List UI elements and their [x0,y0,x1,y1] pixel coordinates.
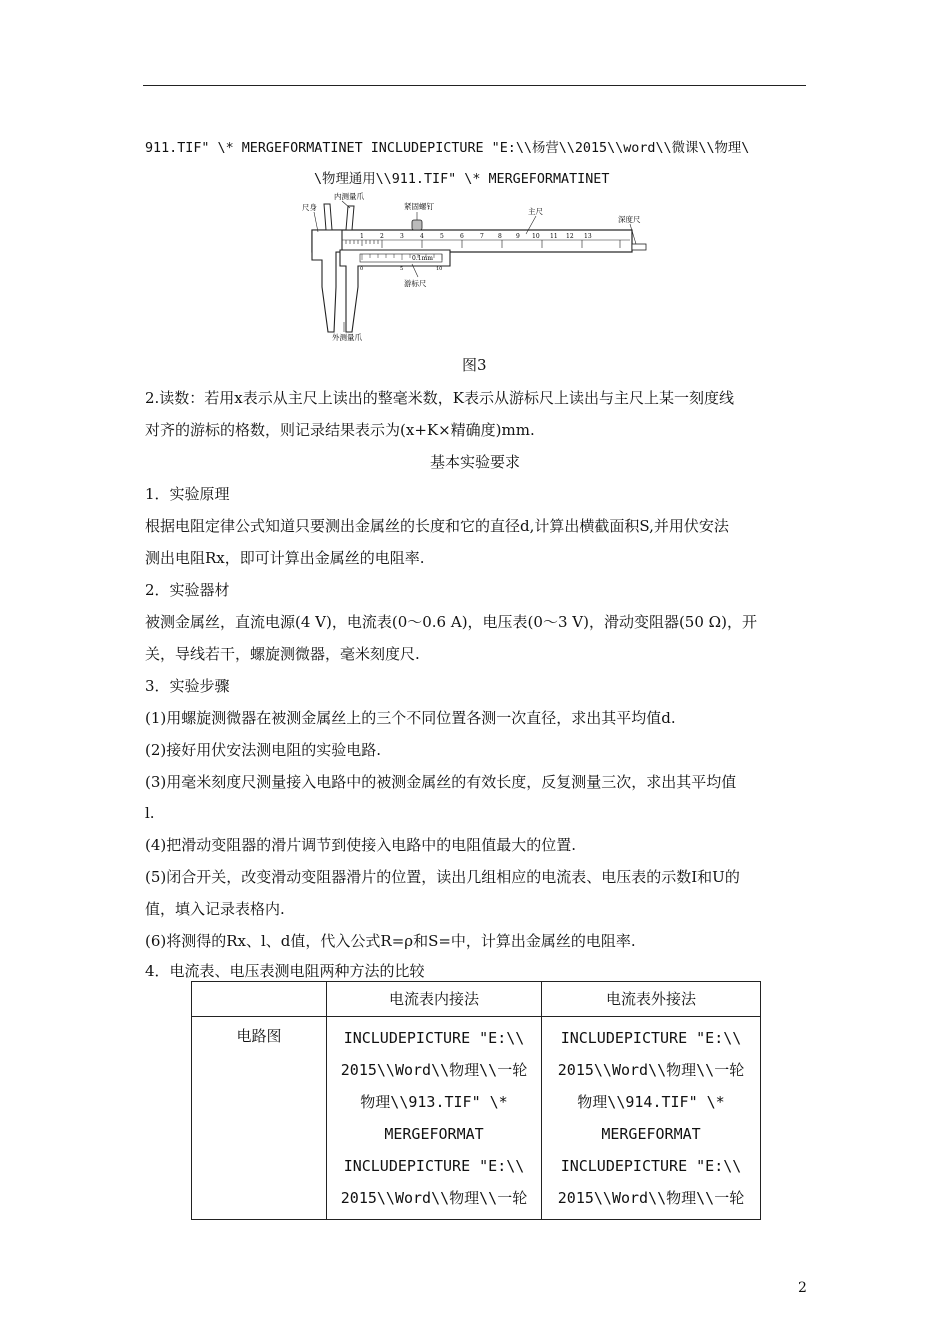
equipment-line-1: 被测金属丝，直流电源(4 V)，电流表(0～0.6 A)，电压表(0～3 V)，滑动变阻器(50 Ω)，开 [145,613,757,631]
step-1: (1)用螺旋测微器在被测金属丝上的三个不同位置各测一次直径，求出其平均值d. [145,709,676,727]
table-row [192,1017,761,1220]
inner-line: 物理\\913.TIF" \* [360,1093,508,1111]
outer-line: 物理\\914.TIF" \* [577,1093,725,1111]
main-scale-number: 13 [584,233,592,240]
inner-line: 2015\\Word\\物理\\一轮 [340,1189,528,1207]
principle-line-2: 测出电阻Rx，即可计算出金属丝的电阻率. [145,549,425,567]
label-locking-screw: 紧固螺钉 [404,202,434,211]
vernier-number: 5 [400,266,404,272]
vernier-caliper-figure [300,192,650,342]
vernier-number: 0 [360,266,364,272]
vernier-number: 10 [436,266,443,272]
reading-line-1: 2.读数：若用x表示从主尺上读出的整毫米数，K表示从游标尺上读出与主尺上某一刻度线 [145,389,734,407]
depth-bar [632,244,646,250]
main-scale-number: 6 [460,233,464,240]
main-scale-number: 9 [516,233,520,240]
main-scale-number: 7 [480,233,484,240]
comparison-table [191,981,761,1220]
inner-line: 2015\\Word\\物理\\一轮 [340,1061,528,1079]
inner-circuit-cell [327,1017,542,1220]
label-inner-jaw: 内测量爪 [334,192,364,201]
step-2: (2)接好用伏安法测电阻的实验电路. [145,741,382,759]
outer-circuit-cell [542,1017,761,1220]
step-3-line-2: l. [145,804,155,822]
equipment-line-2: 关，导线若干，螺旋测微器，毫米刻度尺. [145,645,420,663]
outer-line: 2015\\Word\\物理\\一轮 [557,1061,745,1079]
table-header-row [192,982,761,1017]
label-vernier: 游标尺 [404,279,427,288]
comparison-heading: 4．电流表、电压表测电阻两种方法的比较 [145,962,425,980]
field-code-line-2: \物理通用\\911.TIF" \* MERGEFORMATINET [314,172,610,187]
step-4: (4)把滑动变阻器的滑片调节到使接入电路中的电阻值最大的位置. [145,836,577,854]
main-scale-number: 10 [532,233,540,240]
step-5-line-1: (5)闭合开关，改变滑动变阻器滑片的位置，读出几组相应的电流表、电压表的示数I和U的 [145,868,740,886]
label-outer-jaw: 外测量爪 [332,333,362,342]
main-scale-number: 1 [360,233,364,240]
outer-line: MERGEFORMAT [601,1125,701,1143]
section-title: 基本实验要求 [429,453,520,471]
inner-jaw-fixed [324,204,332,230]
figure-caption: 图3 [462,356,487,374]
main-scale-number: 5 [440,233,444,240]
table-corner-cell [192,982,327,1017]
step-3-line-1: (3)用毫米刻度尺测量接入电路中的被测金属丝的有效长度，反复测量三次，求出其平均值 [145,773,737,791]
outer-line: INCLUDEPICTURE "E:\\ [560,1157,742,1175]
inner-line: INCLUDEPICTURE "E:\\ [343,1029,525,1047]
main-scale-number: 2 [380,233,384,240]
main-scale-number: 3 [400,233,404,240]
locking-screw [412,220,422,230]
label-chishen: 尺身 [302,203,317,212]
col-inner-header: 电流表内接法 [327,982,542,1017]
col-outer-header: 电流表外接法 [542,982,761,1017]
label-main-scale: 主尺 [528,207,543,216]
outer-line: 2015\\Word\\物理\\一轮 [557,1189,745,1207]
principle-heading: 1．实验原理 [145,485,230,503]
main-scale-number: 8 [498,233,502,240]
inner-line: INCLUDEPICTURE "E:\\ [343,1157,525,1175]
fixed-jaw [312,230,342,332]
row-label-circuit: 电路图 [192,1017,327,1220]
reading-line-2: 对齐的游标的格数，则记录结果表示为(x+K×精确度)mm. [145,421,535,439]
principle-line-1: 根据电阻定律公式知道只要测出金属丝的长度和它的直径d,计算出横截面积S,并用伏安法 [145,517,729,535]
page-number: 2 [798,1280,807,1296]
outer-line: INCLUDEPICTURE "E:\\ [560,1029,742,1047]
step-6: (6)将测得的Rx、l、d值，代入公式R=ρ和S=中，计算出金属丝的电阻率. [145,932,636,950]
label-depth-bar: 深度尺 [618,215,641,224]
equipment-heading: 2．实验器材 [145,581,230,599]
inner-jaw-sliding [346,206,354,230]
field-code-line-1: 911.TIF" \* MERGEFORMATINET INCLUDEPICTURE "E:\\杨营\\2015\\word\\微课\\物理\ [145,141,750,156]
label-precision: 0.1mm [412,255,433,262]
steps-heading: 3．实验步骤 [145,677,230,695]
inner-line: MERGEFORMAT [384,1125,484,1143]
main-scale-number: 4 [420,233,424,240]
step-5-line-2: 值，填入记录表格内. [145,900,285,918]
main-scale-number: 11 [550,233,558,240]
header-rule [143,85,806,86]
main-scale-number: 12 [566,233,574,240]
